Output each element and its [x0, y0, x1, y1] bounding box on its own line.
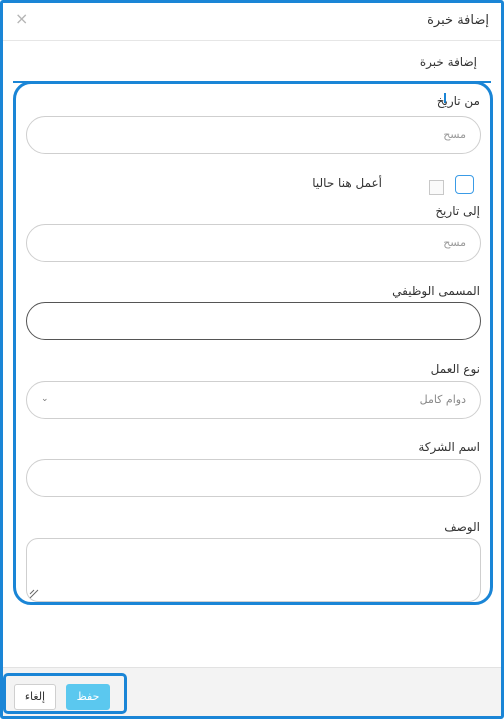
currently-working-checkbox[interactable] [455, 175, 474, 194]
job-type-select[interactable] [26, 381, 481, 419]
currently-working-checkbox-disabled[interactable] [429, 180, 444, 195]
company-name-input[interactable] [26, 459, 481, 497]
job-type-selected: دوام كامل [419, 393, 466, 406]
modal-header [3, 3, 501, 41]
to-date-placeholder: مسح [443, 236, 466, 249]
to-date-input[interactable] [26, 224, 481, 262]
cancel-button[interactable]: إلغاء [14, 684, 56, 710]
close-icon[interactable]: × [15, 9, 29, 28]
tab-add-experience[interactable]: إضافة خبرة [419, 55, 477, 69]
from-date-label: من تاريخ [436, 94, 480, 108]
from-date-placeholder: مسح [443, 128, 466, 141]
modal-title: إضافة خبرة [427, 13, 489, 28]
to-date-label: إلى تاريخ [435, 204, 480, 218]
chevron-down-icon: ⌄ [41, 394, 49, 404]
save-button[interactable]: حفظ [66, 684, 110, 710]
footer-actions [3, 673, 127, 714]
company-name-label: اسم الشركة [418, 440, 480, 454]
description-textarea[interactable] [26, 538, 481, 602]
description-label: الوصف [444, 520, 480, 534]
tab-bar [13, 41, 491, 83]
from-date-input[interactable] [26, 116, 481, 154]
job-title-label: المسمى الوظيفي [392, 284, 480, 298]
job-type-label: نوع العمل [430, 362, 480, 376]
job-title-input[interactable] [26, 302, 481, 340]
experience-form [13, 81, 493, 605]
currently-working-label: أعمل هنا حاليا [312, 176, 382, 190]
resize-handle-icon[interactable] [29, 589, 39, 599]
